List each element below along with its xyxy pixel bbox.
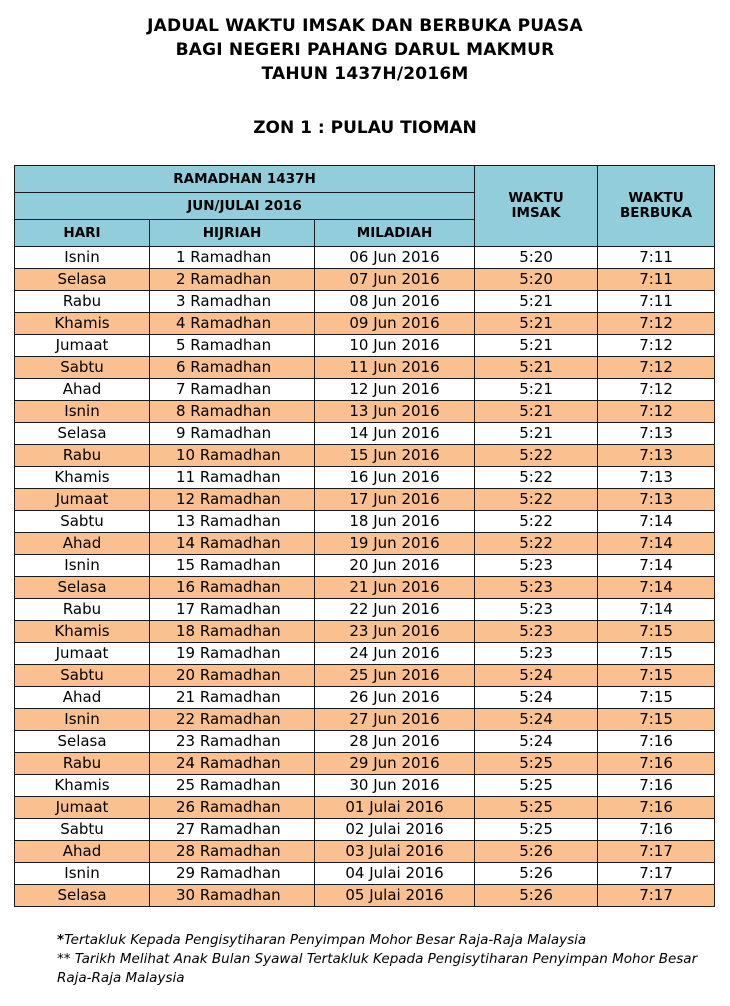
cell-miladiah: 17 Jun 2016 <box>315 489 475 511</box>
header-imsak-line2: IMSAK <box>511 205 561 221</box>
cell-miladiah: 04 Julai 2016 <box>315 863 475 885</box>
document-title <box>0 14 730 86</box>
cell-imsak: 5:24 <box>475 731 598 753</box>
cell-miladiah: 03 Julai 2016 <box>315 841 475 863</box>
cell-imsak: 5:21 <box>475 335 598 357</box>
cell-hijriah: 12 Ramadhan <box>150 489 315 511</box>
cell-imsak: 5:24 <box>475 687 598 709</box>
cell-berbuka: 7:14 <box>598 555 715 577</box>
cell-miladiah: 08 Jun 2016 <box>315 291 475 313</box>
table-row <box>15 775 715 797</box>
cell-berbuka: 7:14 <box>598 533 715 555</box>
cell-miladiah: 09 Jun 2016 <box>315 313 475 335</box>
cell-hijriah: 11 Ramadhan <box>150 467 315 489</box>
cell-hari: Isnin <box>15 555 150 577</box>
footnote-2-text: Tarikh Melihat Anak Bulan Syawal Tertakluk Kepada Pengisytiharan Penyimpan Mohor Besar Raja-Raja Malaysia <box>57 951 698 986</box>
cell-hari: Isnin <box>15 863 150 885</box>
cell-berbuka: 7:12 <box>598 335 715 357</box>
cell-hijriah: 4 Ramadhan <box>150 313 315 335</box>
cell-hari: Isnin <box>15 247 150 269</box>
cell-hari: Khamis <box>15 621 150 643</box>
cell-hari: Ahad <box>15 687 150 709</box>
cell-berbuka: 7:16 <box>598 819 715 841</box>
cell-imsak: 5:22 <box>475 467 598 489</box>
cell-miladiah: 16 Jun 2016 <box>315 467 475 489</box>
cell-imsak: 5:24 <box>475 665 598 687</box>
table-row <box>15 489 715 511</box>
table-row <box>15 401 715 423</box>
cell-berbuka: 7:12 <box>598 313 715 335</box>
cell-berbuka: 7:13 <box>598 423 715 445</box>
footnote-1-text: Tertakluk Kepada Pengisytiharan Penyimpan Mohor Besar Raja-Raja Malaysia <box>64 932 587 948</box>
cell-hari: Khamis <box>15 775 150 797</box>
cell-hijriah: 29 Ramadhan <box>150 863 315 885</box>
header-ramadhan: RAMADHAN 1437H <box>15 166 475 193</box>
header-month: JUN/JULAI 2016 <box>15 193 475 220</box>
cell-berbuka: 7:14 <box>598 577 715 599</box>
cell-hijriah: 27 Ramadhan <box>150 819 315 841</box>
cell-imsak: 5:25 <box>475 797 598 819</box>
cell-hari: Selasa <box>15 423 150 445</box>
table-row <box>15 423 715 445</box>
cell-miladiah: 07 Jun 2016 <box>315 269 475 291</box>
title-line-3: TAHUN 1437H/2016M <box>261 64 469 84</box>
table-row <box>15 599 715 621</box>
cell-hijriah: 21 Ramadhan <box>150 687 315 709</box>
cell-berbuka: 7:15 <box>598 687 715 709</box>
cell-berbuka: 7:15 <box>598 709 715 731</box>
table-row <box>15 863 715 885</box>
cell-hari: Jumaat <box>15 335 150 357</box>
cell-hari: Rabu <box>15 599 150 621</box>
header-miladiah: MILADIAH <box>315 220 475 247</box>
cell-hari: Selasa <box>15 731 150 753</box>
table-row <box>15 841 715 863</box>
cell-miladiah: 02 Julai 2016 <box>315 819 475 841</box>
cell-hijriah: 7 Ramadhan <box>150 379 315 401</box>
cell-hijriah: 23 Ramadhan <box>150 731 315 753</box>
cell-miladiah: 10 Jun 2016 <box>315 335 475 357</box>
cell-berbuka: 7:14 <box>598 511 715 533</box>
table-row <box>15 269 715 291</box>
cell-berbuka: 7:13 <box>598 467 715 489</box>
table-row <box>15 555 715 577</box>
cell-imsak: 5:21 <box>475 291 598 313</box>
footnote-1-mark: * <box>57 932 65 948</box>
cell-hari: Sabtu <box>15 819 150 841</box>
cell-hijriah: 1 Ramadhan <box>150 247 315 269</box>
cell-miladiah: 11 Jun 2016 <box>315 357 475 379</box>
table-row <box>15 709 715 731</box>
table-row <box>15 797 715 819</box>
header-waktu-imsak <box>475 166 598 247</box>
cell-imsak: 5:23 <box>475 577 598 599</box>
cell-berbuka: 7:16 <box>598 775 715 797</box>
cell-berbuka: 7:13 <box>598 489 715 511</box>
cell-imsak: 5:20 <box>475 269 598 291</box>
header-buka-line1: WAKTU <box>628 190 684 206</box>
cell-hari: Khamis <box>15 313 150 335</box>
cell-hijriah: 20 Ramadhan <box>150 665 315 687</box>
table-row <box>15 665 715 687</box>
cell-miladiah: 26 Jun 2016 <box>315 687 475 709</box>
cell-hijriah: 25 Ramadhan <box>150 775 315 797</box>
cell-miladiah: 12 Jun 2016 <box>315 379 475 401</box>
cell-imsak: 5:25 <box>475 775 598 797</box>
footnote-2-mark: ** <box>57 951 71 967</box>
cell-berbuka: 7:14 <box>598 599 715 621</box>
cell-imsak: 5:22 <box>475 533 598 555</box>
cell-imsak: 5:26 <box>475 863 598 885</box>
cell-hijriah: 14 Ramadhan <box>150 533 315 555</box>
cell-imsak: 5:23 <box>475 555 598 577</box>
cell-imsak: 5:24 <box>475 709 598 731</box>
cell-miladiah: 06 Jun 2016 <box>315 247 475 269</box>
cell-hari: Ahad <box>15 533 150 555</box>
cell-berbuka: 7:17 <box>598 841 715 863</box>
cell-hijriah: 30 Ramadhan <box>150 885 315 907</box>
cell-hijriah: 2 Ramadhan <box>150 269 315 291</box>
schedule-body <box>15 247 715 907</box>
table-row <box>15 643 715 665</box>
cell-hijriah: 15 Ramadhan <box>150 555 315 577</box>
cell-hari: Jumaat <box>15 489 150 511</box>
cell-berbuka: 7:16 <box>598 753 715 775</box>
cell-miladiah: 30 Jun 2016 <box>315 775 475 797</box>
footnote-2 <box>57 950 717 988</box>
cell-miladiah: 05 Julai 2016 <box>315 885 475 907</box>
cell-miladiah: 29 Jun 2016 <box>315 753 475 775</box>
cell-hijriah: 28 Ramadhan <box>150 841 315 863</box>
header-imsak-line1: WAKTU <box>508 190 564 206</box>
table-row <box>15 357 715 379</box>
cell-miladiah: 20 Jun 2016 <box>315 555 475 577</box>
cell-hari: Sabtu <box>15 511 150 533</box>
cell-miladiah: 24 Jun 2016 <box>315 643 475 665</box>
cell-imsak: 5:23 <box>475 643 598 665</box>
cell-berbuka: 7:17 <box>598 863 715 885</box>
cell-hari: Isnin <box>15 401 150 423</box>
cell-imsak: 5:21 <box>475 401 598 423</box>
footnote-1 <box>57 931 717 950</box>
cell-berbuka: 7:17 <box>598 885 715 907</box>
cell-berbuka: 7:16 <box>598 797 715 819</box>
cell-miladiah: 22 Jun 2016 <box>315 599 475 621</box>
cell-hijriah: 26 Ramadhan <box>150 797 315 819</box>
cell-miladiah: 01 Julai 2016 <box>315 797 475 819</box>
cell-imsak: 5:25 <box>475 819 598 841</box>
table-row <box>15 247 715 269</box>
cell-imsak: 5:23 <box>475 621 598 643</box>
header-buka-line2: BERBUKA <box>619 205 693 221</box>
cell-miladiah: 25 Jun 2016 <box>315 665 475 687</box>
cell-hijriah: 18 Ramadhan <box>150 621 315 643</box>
cell-imsak: 5:21 <box>475 357 598 379</box>
cell-imsak: 5:21 <box>475 379 598 401</box>
cell-imsak: 5:25 <box>475 753 598 775</box>
cell-hari: Jumaat <box>15 797 150 819</box>
cell-berbuka: 7:12 <box>598 357 715 379</box>
cell-imsak: 5:22 <box>475 445 598 467</box>
table-row <box>15 511 715 533</box>
table-row <box>15 313 715 335</box>
cell-hari: Ahad <box>15 379 150 401</box>
table-row <box>15 687 715 709</box>
cell-hari: Rabu <box>15 445 150 467</box>
table-row <box>15 731 715 753</box>
cell-imsak: 5:23 <box>475 599 598 621</box>
cell-miladiah: 13 Jun 2016 <box>315 401 475 423</box>
cell-miladiah: 15 Jun 2016 <box>315 445 475 467</box>
cell-hijriah: 22 Ramadhan <box>150 709 315 731</box>
cell-imsak: 5:20 <box>475 247 598 269</box>
table-row <box>15 445 715 467</box>
cell-hari: Selasa <box>15 269 150 291</box>
cell-hijriah: 6 Ramadhan <box>150 357 315 379</box>
cell-hari: Khamis <box>15 467 150 489</box>
cell-hijriah: 5 Ramadhan <box>150 335 315 357</box>
cell-hari: Selasa <box>15 577 150 599</box>
table-row <box>15 885 715 907</box>
cell-berbuka: 7:11 <box>598 247 715 269</box>
cell-imsak: 5:22 <box>475 489 598 511</box>
table-row <box>15 335 715 357</box>
cell-miladiah: 23 Jun 2016 <box>315 621 475 643</box>
table-row <box>15 379 715 401</box>
table-row <box>15 819 715 841</box>
cell-imsak: 5:22 <box>475 511 598 533</box>
cell-hijriah: 8 Ramadhan <box>150 401 315 423</box>
cell-miladiah: 27 Jun 2016 <box>315 709 475 731</box>
cell-hijriah: 10 Ramadhan <box>150 445 315 467</box>
cell-imsak: 5:21 <box>475 313 598 335</box>
cell-hijriah: 16 Ramadhan <box>150 577 315 599</box>
schedule-table <box>14 165 715 907</box>
cell-hari: Selasa <box>15 885 150 907</box>
cell-hijriah: 3 Ramadhan <box>150 291 315 313</box>
cell-berbuka: 7:12 <box>598 401 715 423</box>
cell-berbuka: 7:15 <box>598 621 715 643</box>
cell-miladiah: 18 Jun 2016 <box>315 511 475 533</box>
cell-hijriah: 13 Ramadhan <box>150 511 315 533</box>
cell-hari: Isnin <box>15 709 150 731</box>
cell-miladiah: 21 Jun 2016 <box>315 577 475 599</box>
cell-hari: Rabu <box>15 753 150 775</box>
cell-berbuka: 7:13 <box>598 445 715 467</box>
cell-imsak: 5:21 <box>475 423 598 445</box>
cell-imsak: 5:26 <box>475 841 598 863</box>
footnotes <box>57 931 717 988</box>
cell-berbuka: 7:11 <box>598 291 715 313</box>
cell-hari: Jumaat <box>15 643 150 665</box>
cell-hijriah: 9 Ramadhan <box>150 423 315 445</box>
cell-miladiah: 19 Jun 2016 <box>315 533 475 555</box>
header-hari: HARI <box>15 220 150 247</box>
cell-miladiah: 28 Jun 2016 <box>315 731 475 753</box>
cell-hari: Sabtu <box>15 357 150 379</box>
table-row <box>15 467 715 489</box>
table-row <box>15 533 715 555</box>
cell-berbuka: 7:15 <box>598 665 715 687</box>
table-row <box>15 621 715 643</box>
table-row <box>15 577 715 599</box>
zone-title: ZON 1 : PULAU TIOMAN <box>253 118 477 138</box>
header-hijriah: HIJRIAH <box>150 220 315 247</box>
title-line-2: BAGI NEGERI PAHANG DARUL MAKMUR <box>175 40 555 60</box>
cell-berbuka: 7:15 <box>598 643 715 665</box>
cell-miladiah: 14 Jun 2016 <box>315 423 475 445</box>
header-waktu-berbuka <box>598 166 715 247</box>
cell-hijriah: 17 Ramadhan <box>150 599 315 621</box>
cell-berbuka: 7:16 <box>598 731 715 753</box>
cell-berbuka: 7:12 <box>598 379 715 401</box>
cell-hari: Sabtu <box>15 665 150 687</box>
cell-imsak: 5:26 <box>475 885 598 907</box>
table-row <box>15 291 715 313</box>
cell-hijriah: 19 Ramadhan <box>150 643 315 665</box>
title-line-1: JADUAL WAKTU IMSAK DAN BERBUKA PUASA <box>147 16 583 36</box>
cell-hari: Ahad <box>15 841 150 863</box>
cell-berbuka: 7:11 <box>598 269 715 291</box>
cell-hijriah: 24 Ramadhan <box>150 753 315 775</box>
cell-hari: Rabu <box>15 291 150 313</box>
table-row <box>15 753 715 775</box>
